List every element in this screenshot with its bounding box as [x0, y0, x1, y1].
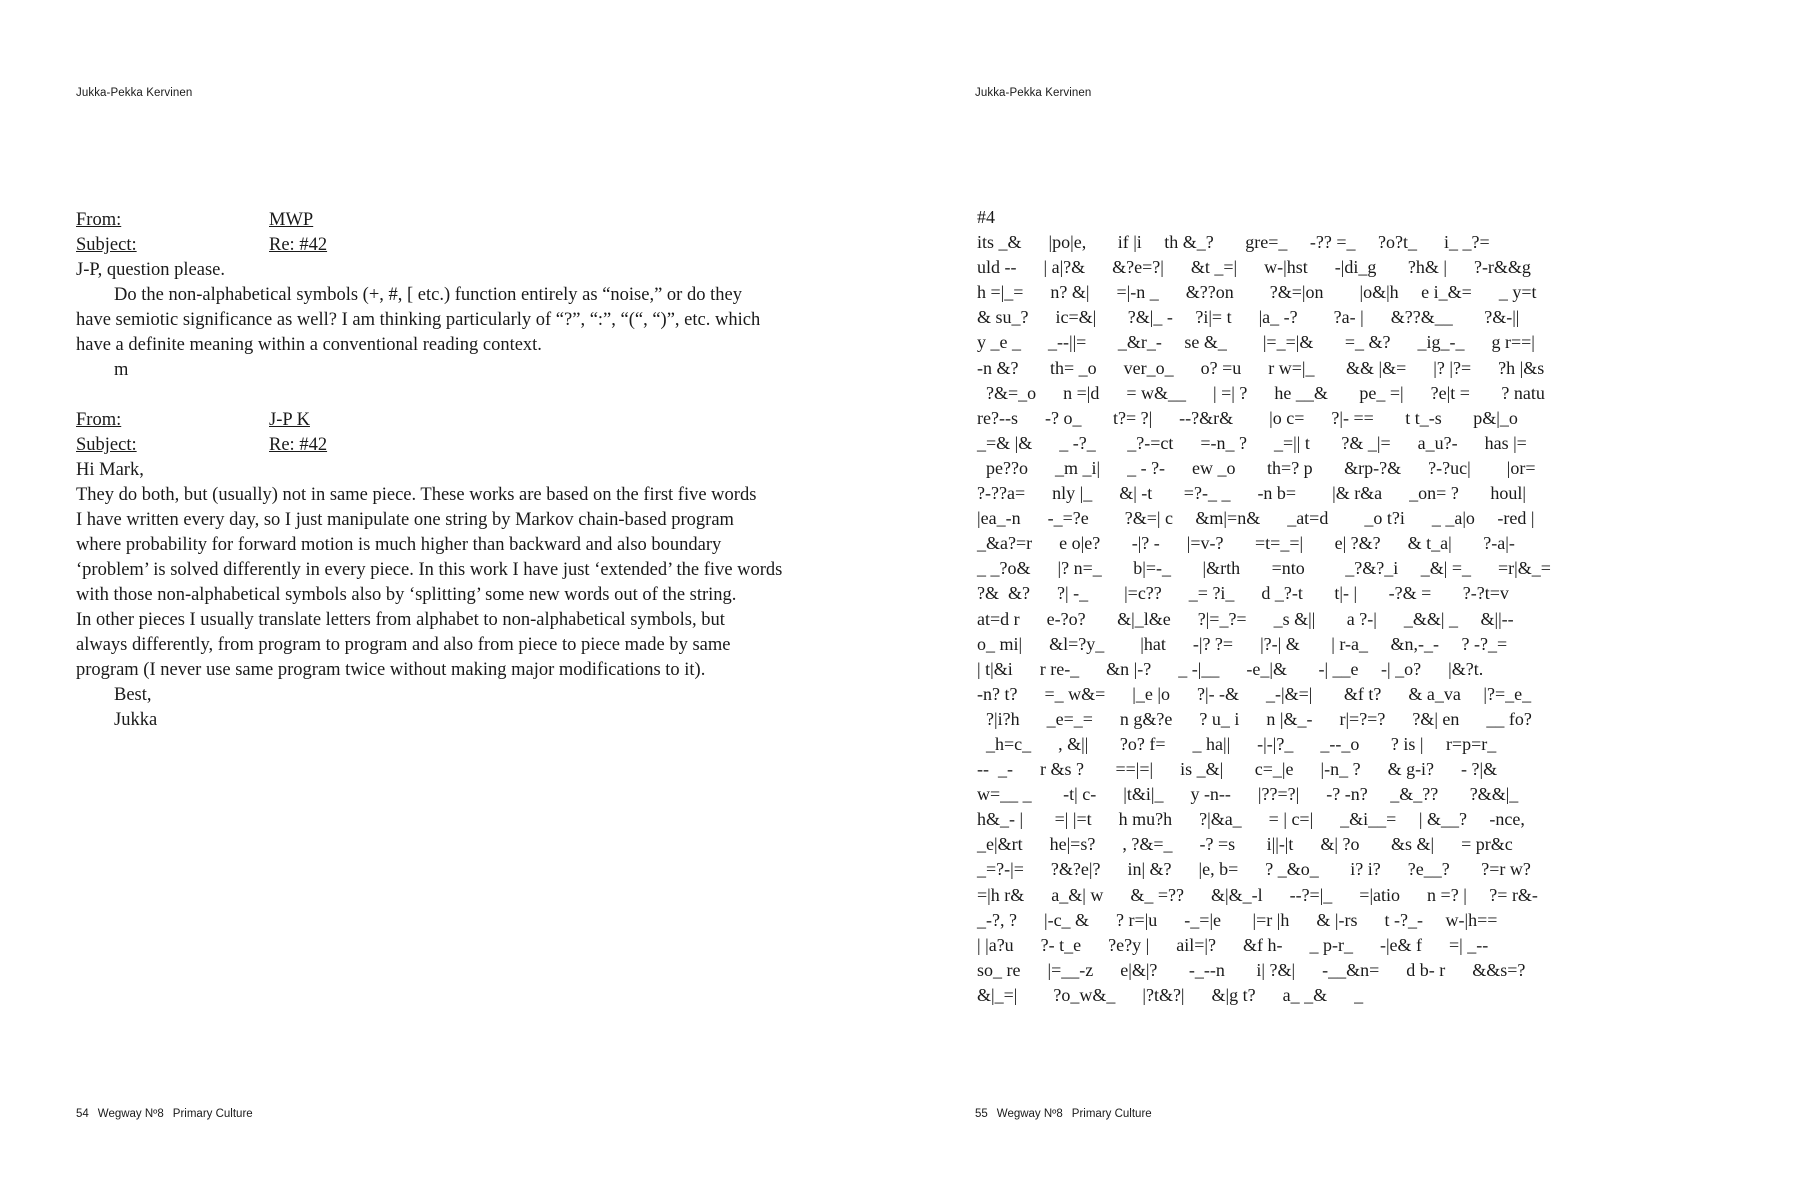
poem-line: _-?, ? |-c_ & ? r=|u -_=|e |=r |h & |-rs t -?_- w-|h== — [977, 909, 1498, 930]
poem-line: _ _?o& |? n=_ b|=-_ |&rth =nto _?&?_i _&| =_ =r|&_= — [977, 558, 1551, 579]
text-line: have a definite meaning within a conventional reading context. — [76, 335, 542, 355]
text-line: program (I never use same program twice without making major modifications to it). — [76, 660, 706, 680]
subject-value: Re: #42 — [269, 435, 328, 455]
poem-line: at=d r e-?o? &|_l&e ?|=_?= _s &|| a ?-| _&&| _ &||-- — [977, 608, 1514, 629]
poem-line: _e|&rt he|=s? , ?&=_ -? =s i||-|t &| ?o &s &| = pr&c — [977, 834, 1513, 855]
email-body — [76, 283, 836, 358]
email-from-row — [76, 408, 836, 433]
poem-line: ?& &? ?| -_ |=c?? _= ?i_ d _?-t t|- | -?& = ?-?t=v — [977, 583, 1509, 604]
poem-line: y _e _ _--||= _&r_- se &_ |=_=|& =_ &? _ig_-_ g r==| — [977, 332, 1535, 353]
poem-line: | t|&i r re-_ &n |-? _ -|__ -e_|& -| __e -| _o? |&?t. — [977, 658, 1484, 679]
text-line: m — [114, 360, 129, 380]
page-number: 55 — [975, 1108, 988, 1120]
page-folio — [975, 1108, 1161, 1120]
poem-line: h =|_= n? &| =|-n _ &??on ?&=|on |o&|h e i_&= _ y=t — [977, 282, 1537, 303]
poem-line: -n? t? =_ w&= |_e |o ?|- -& _-|&=| &f t? & a_va |?=_e_ — [977, 683, 1532, 704]
poem-line: ?&=_o n =|d = w&__ | =| ? he __& pe_ =| ?e|t = ? natu — [977, 382, 1545, 403]
poem-line: |ea_-n -_=?e ?&=| c &m|=n& _at=d _o t?i _ _a|o -red | — [977, 508, 1535, 529]
email-subject-row — [76, 233, 836, 258]
text-line: with those non-alphabetical symbols also by ‘splitting’ some new words out of the string. — [76, 585, 737, 605]
poem-line: uld -- | a|?& &?e=?| &t _=| w-|hst -|di_g ?h& | ?-r&&g — [977, 257, 1531, 278]
poem-line: & su_? ic=&| ?&|_ - ?i|= t |a_ -? ?a- | &??&__ ?&-|| — [977, 307, 1520, 328]
salutation: Hi Mark, — [76, 460, 144, 480]
email-from-row — [76, 208, 836, 233]
poem — [977, 205, 1737, 1008]
poem-line: &|_=| ?o_w&_ |?t&?| &|g t? a_ _& _ — [977, 984, 1364, 1005]
text-line: I have written every day, so I just manipulate one string by Markov chain-based program — [76, 510, 734, 530]
text-line: ‘problem’ is solved differently in every piece. In this work I have just ‘extended’ the five words — [76, 560, 783, 580]
poem-line: | |a?u ?- t_e ?e?y | ail=|? &f h- _ p-r_ -|e& f =| _-- — [977, 934, 1489, 955]
poem-line: its _& |po|e, if |i th &_? gre=_ -?? =_ ?o?t_ i_ _?= — [977, 232, 1490, 253]
section-name: Primary Culture — [172, 1108, 253, 1120]
section-name: Primary Culture — [1071, 1108, 1152, 1120]
subject-label: Subject: — [76, 235, 137, 255]
text-line: They do both, but (usually) not in same piece. These works are based on the first five words — [76, 485, 757, 505]
poem-line: re?--s -? o_ t?= ?| --?&r& |o c= ?|- == t t_-s p&|_o — [977, 407, 1518, 428]
poem-line: pe??o _m _i| _ - ?- ew _o th=? p &rp-?& ?-?uc| |or= — [977, 457, 1536, 478]
subject-value: Re: #42 — [269, 235, 328, 255]
text-line: Do the non-alphabetical symbols (+, #, [ etc.) function entirely as “noise,” or do they — [114, 285, 742, 305]
email-body — [76, 483, 836, 683]
email-message — [76, 208, 836, 383]
email-signoff — [76, 683, 836, 733]
page-number: 54 — [76, 1108, 89, 1120]
poem-body — [977, 230, 1737, 1008]
poem-line: =|h r& a_&| w &_ =?? &|&_-l --?=|_ =|atio n =? | ?= r&- — [977, 884, 1538, 905]
poem-line: _h=c_ , &|| ?o? f= _ ha|| -|-|?_ _--_o ? is | r=p=r_ — [977, 733, 1497, 754]
running-head: Jukka-Pekka Kervinen — [76, 87, 193, 99]
from-label: From: — [76, 410, 122, 430]
publication-name: Wegway Nº8 — [97, 1108, 164, 1120]
salutation: J-P, question please. — [76, 260, 226, 280]
from-label: From: — [76, 210, 122, 230]
poem-line: _&a?=r e o|e? -|? - |=v-? =t=_=| e| ?&? & t_a| ?-a|- — [977, 533, 1515, 554]
from-value: J-P K — [269, 410, 310, 430]
poem-line: o_ mi| &l=?y_ |hat -|? ?= |?-| & | r-a_ &n,-_- ? -?_= — [977, 633, 1508, 654]
publication-name: Wegway Nº8 — [996, 1108, 1063, 1120]
text-line: Jukka — [114, 710, 158, 730]
poem-line: ?-??a= nly |_ &| -t =?-_ _ -n b= |& r&a _on= ? houl| — [977, 483, 1526, 504]
text-line: have semiotic significance as well? I am thinking particularly of “?”, “:”, “(“, “)”, etc. which — [76, 310, 761, 330]
poem-line: _=& |& _ -?_ _?-=ct =-n_ ? _=|| t ?& _|= a_u?- has |= — [977, 432, 1527, 453]
poem-line: w=__ _ -t| c- |t&i|_ y -n-- |??=?| -? -n? _&_?? ?&&|_ — [977, 784, 1519, 805]
page-folio — [76, 1108, 262, 1120]
poem-line: h&_- | =| |=t h mu?h ?|&a_ = | c=| _&i__= | &__? -nce, — [977, 809, 1525, 830]
poem-line: -n &? th= _o ver_o_ o? =u r w=|_ && |&= |? |?= ?h |&s — [977, 357, 1545, 378]
running-head: Jukka-Pekka Kervinen — [975, 87, 1092, 99]
poem-line: ?|i?h _e=_= n g&?e ? u_ i n |&_- r|=?=? ?&| en __ fo? — [977, 708, 1532, 729]
text-line: Best, — [114, 685, 152, 705]
text-line: In other pieces I usually translate letters from alphabet to non-alphabetical symbols, but — [76, 610, 725, 630]
poem-line: -- _- r &s ? ==|=| is _&| c=_|e |-n_ ? & g-i? - ?|& — [977, 759, 1498, 780]
text-line: always differently, from program to program and also from piece to piece made by same — [76, 635, 731, 655]
email-message — [76, 408, 836, 733]
poem-line: so_ re |=__-z e|&|? -_--n i| ?&| -__&n= d b- r &&s=? — [977, 959, 1526, 980]
from-value: MWP — [269, 210, 314, 230]
poem-line: _=?-|= ?&?e|? in| &? |e, b= ? _&o_ i? i? ?e__? ?=r w? — [977, 859, 1531, 880]
poem-title: #4 — [977, 207, 995, 227]
email-signoff — [76, 358, 836, 383]
email-subject-row — [76, 433, 836, 458]
subject-label: Subject: — [76, 435, 137, 455]
text-line: where probability for forward motion is much higher than backward and also boundary — [76, 535, 722, 555]
